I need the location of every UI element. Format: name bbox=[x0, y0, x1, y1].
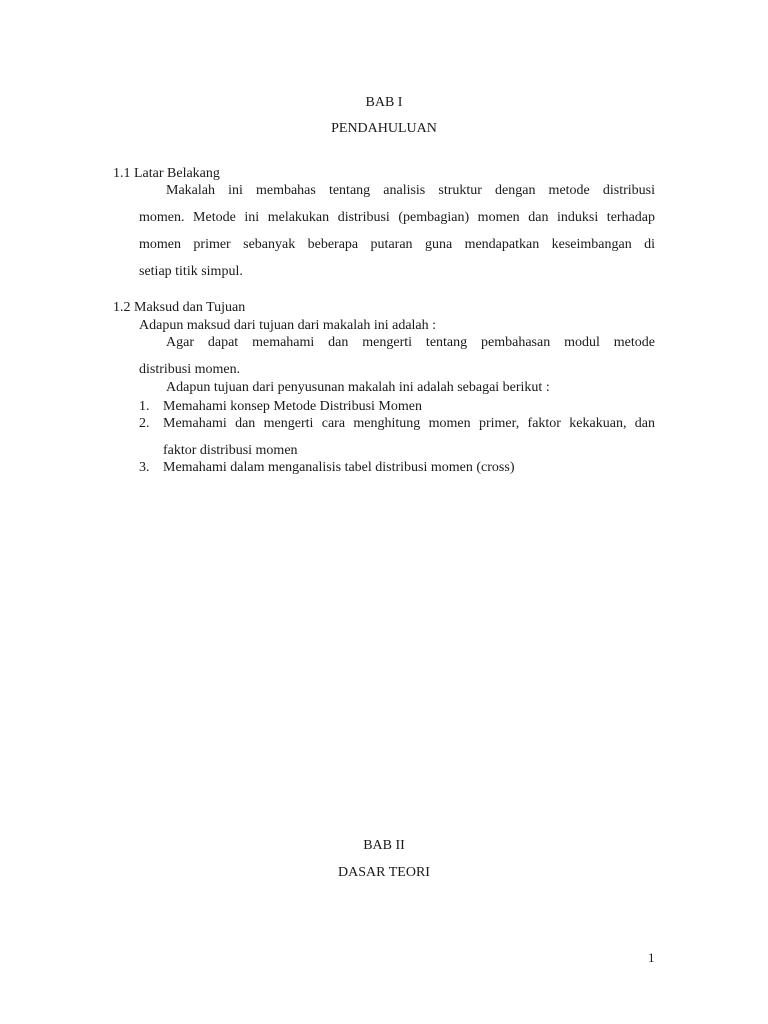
chapter-1-title: PENDAHULUAN bbox=[331, 121, 437, 136]
maksud-line: Agar dapat memahami dan mengerti tentang pembahasan modul metode bbox=[166, 335, 655, 350]
list-item-text: Memahami konsep Metode Distribusi Momen bbox=[163, 399, 422, 414]
chapter-2-title: DASAR TEORI bbox=[338, 865, 430, 880]
chapter-2-label: BAB II bbox=[363, 838, 405, 853]
paragraph-line: Makalah ini membahas tentang analisis struktur dengan metode distribusi bbox=[166, 183, 655, 198]
page-number: 1 bbox=[648, 950, 655, 965]
chapter-1-label: BAB I bbox=[365, 95, 403, 110]
list-item-number: 2. bbox=[139, 416, 150, 431]
paragraph-line: setiap titik simpul. bbox=[139, 264, 243, 279]
paragraph-line: momen. Metode ini melakukan distribusi (pembagian) momen dan induksi terhadap bbox=[139, 210, 655, 225]
list-item-text: Memahami dan mengerti cara menghitung momen primer, faktor kekakuan, dan bbox=[163, 416, 655, 431]
maksud-line: distribusi momen. bbox=[139, 362, 241, 377]
list-item-number: 3. bbox=[139, 460, 150, 475]
section-1-1-heading: 1.1 Latar Belakang bbox=[113, 166, 220, 181]
tujuan-intro: Adapun tujuan dari penyusunan makalah ini adalah sebagai berikut : bbox=[166, 380, 550, 395]
list-item-text: Memahami dalam menganalisis tabel distribusi momen (cross) bbox=[163, 460, 515, 475]
list-item-text: faktor distribusi momen bbox=[163, 443, 298, 458]
list-item-number: 1. bbox=[139, 399, 150, 414]
section-1-2-heading: 1.2 Maksud dan Tujuan bbox=[113, 300, 246, 315]
paragraph-line: momen primer sebanyak beberapa putaran guna mendapatkan keseimbangan di bbox=[139, 237, 655, 252]
maksud-intro: Adapun maksud dari tujuan dari makalah ini adalah : bbox=[139, 318, 437, 333]
